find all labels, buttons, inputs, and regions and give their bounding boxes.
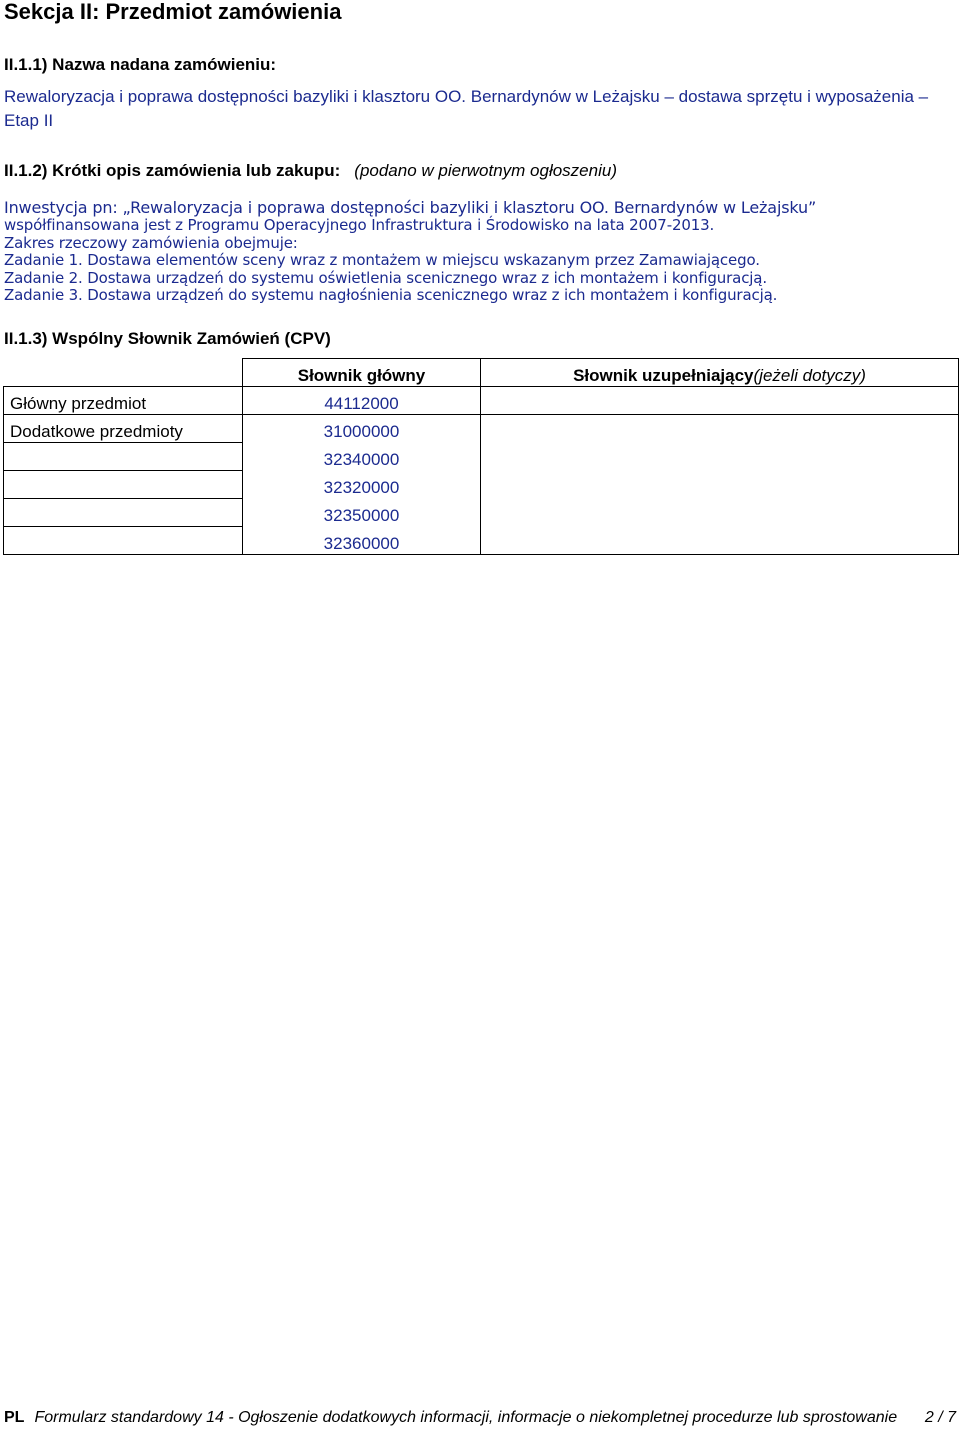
description-body — [4, 198, 954, 305]
cpv-additional-code: 32350000 — [243, 498, 481, 526]
cpv-row-label: Dodatkowe przedmioty — [4, 414, 243, 442]
cpv-supp-cell — [481, 498, 959, 526]
cpv-supp-cell — [481, 414, 959, 442]
description-heading — [4, 161, 617, 181]
cpv-row-label — [4, 526, 243, 554]
cpv-row-label — [4, 442, 243, 470]
page-footer — [4, 1407, 958, 1428]
cpv-supp-cell — [481, 470, 959, 498]
description-line: Zadanie 3. Dostawa urządzeń do systemu nagłośnienia scenicznego wraz z ich montażem i konfiguracją. — [4, 286, 778, 305]
name-heading: II.1.1) Nazwa nadana zamówieniu: — [4, 55, 277, 74]
cpv-row-label — [4, 498, 243, 526]
contract-name: Rewaloryzacja i poprawa dostępności bazyliki i klasztoru OO. Bernardynów w Leżajsku – dostawa sprzętu i wyposażenia – Etap II — [4, 87, 929, 130]
cpv-heading: II.1.3) Wspólny Słownik Zamówień (CPV) — [4, 329, 331, 348]
description-line: Zadanie 1. Dostawa elementów sceny wraz z montażem w miejscu wskazanym przez Zamawiającego. — [4, 251, 760, 270]
description-heading-note: (podano w pierwotnym ogłoszeniu) — [354, 161, 617, 180]
cpv-row-label: Główny przedmiot — [4, 386, 243, 414]
cpv-row-label — [4, 470, 243, 498]
cpv-main-code: 44112000 — [243, 386, 481, 414]
cpv-additional-code: 31000000 — [243, 414, 481, 442]
cpv-col-main-header: Słownik główny — [243, 359, 481, 387]
description-line: współfinansowana jest z Programu Operacyjnego Infrastruktura i Środowisko na lata 2007-2013. — [4, 216, 715, 234]
section-title: Sekcja II: Przedmiot zamówienia — [4, 0, 342, 24]
description-line: Inwestycja pn: „Rewaloryzacja i poprawa dostępności bazyliki i klasztoru OO. Bernardynów w Leżajsku” — [4, 198, 817, 217]
cpv-col-supp-note: (jeżeli dotyczy) — [753, 365, 866, 385]
footer-page-number: 2 / 7 — [924, 1409, 956, 1426]
cpv-additional-code: 32340000 — [243, 442, 481, 470]
footer-form-name: Formularz standardowy 14 - Ogłoszenie dodatkowych informacji, informacje o niekompletnej procedurze lub sprostowanie — [34, 1409, 898, 1426]
cpv-additional-code: 32360000 — [243, 526, 481, 554]
cpv-supp-cell — [481, 442, 959, 470]
footer-language: PL — [4, 1409, 25, 1426]
description-line: Zadanie 2. Dostawa urządzeń do systemu oświetlenia scenicznego wraz z ich montażem i konfiguracją. — [4, 268, 767, 287]
description-line: Zakres rzeczowy zamówienia obejmuje: — [4, 233, 298, 252]
cpv-table — [3, 358, 959, 555]
cpv-corner-cell — [4, 359, 243, 387]
cpv-additional-code: 32320000 — [243, 470, 481, 498]
description-heading-label: II.1.2) Krótki opis zamówienia lub zakupu: — [4, 161, 341, 180]
cpv-col-supp-label: Słownik uzupełniający — [573, 365, 754, 385]
cpv-supp-cell — [481, 386, 959, 414]
cpv-supp-cell — [481, 526, 959, 554]
cpv-col-supp-header — [481, 359, 959, 387]
